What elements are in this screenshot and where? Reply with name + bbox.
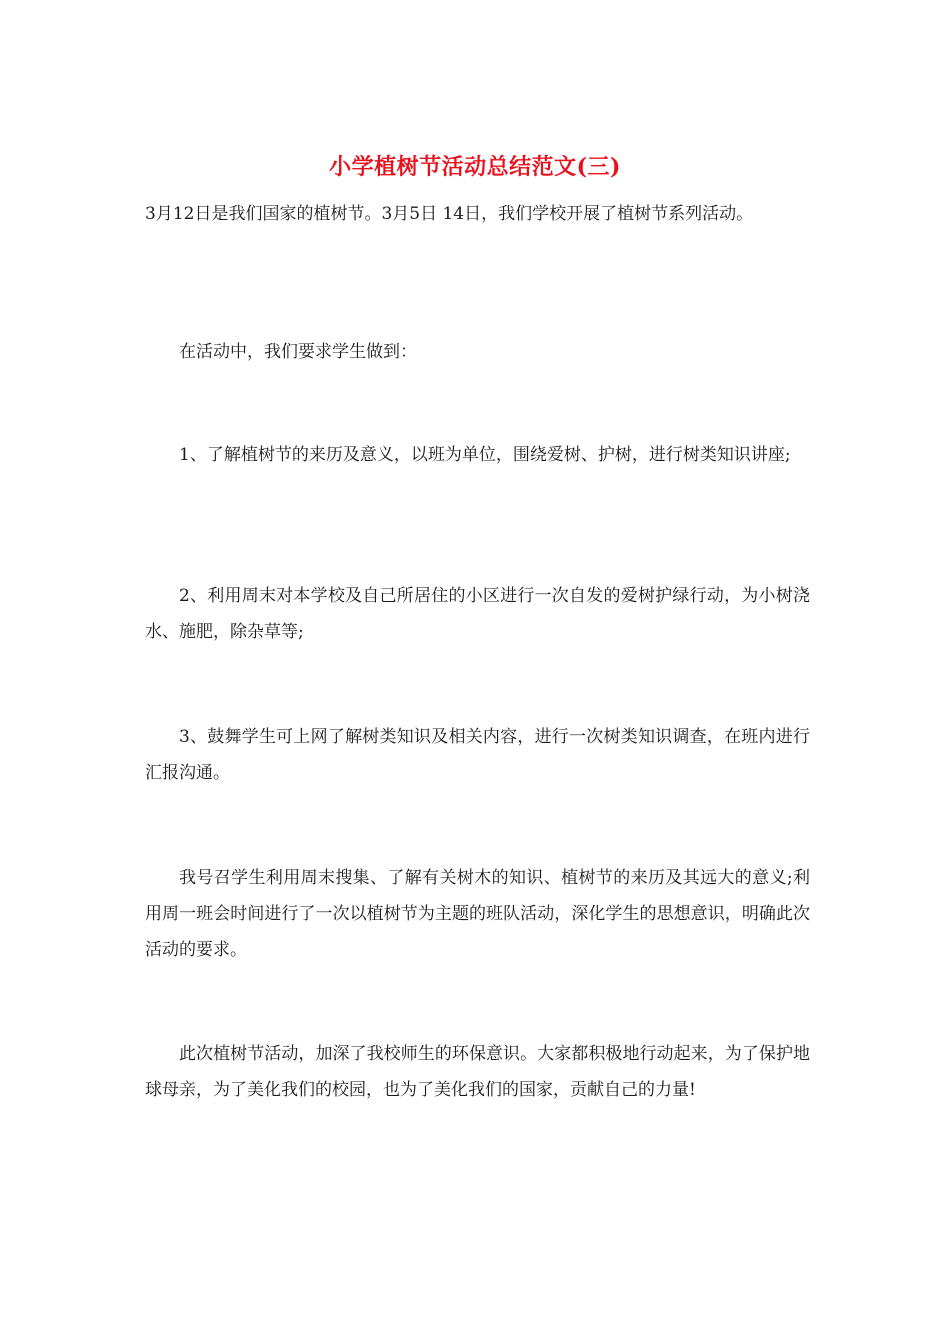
paragraph-item-3: 3、鼓舞学生可上网了解树类知识及相关内容，进行一次树类知识调查，在班内进行汇报沟通。 <box>145 727 810 783</box>
paragraph-conclusion: 此次植树节活动，加深了我校师生的环保意识。大家都积极地行动起来，为了保护地球母亲，为了美化我们的校园，也为了美化我们的国家，贡献自己的力量! <box>145 1044 810 1100</box>
paragraph-requirements: 在活动中，我们要求学生做到： <box>179 342 417 362</box>
paragraph-item-2: 2、利用周末对本学校及自己所居住的小区进行一次自发的爱树护绿行动，为小树浇水、施肥，除杂草等; <box>145 586 810 642</box>
paragraph-class-activity: 我号召学生利用周末搜集、了解有关树木的知识、植树节的来历及其远大的意义;利用周一班会时间进行了一次以植树节为主题的班队活动，深化学生的思想意识，明确此次活动的要求。 <box>145 868 810 960</box>
paragraph-intro: 3月12日是我们国家的植树节。3月5日 14日，我们学校开展了植树节系列活动。 <box>145 204 754 224</box>
paragraph-item-1: 1、了解植树节的来历及意义，以班为单位，围绕爱树、护树，进行树类知识讲座; <box>179 445 791 465</box>
page-title: 小学植树节活动总结范文(三) <box>329 154 621 180</box>
